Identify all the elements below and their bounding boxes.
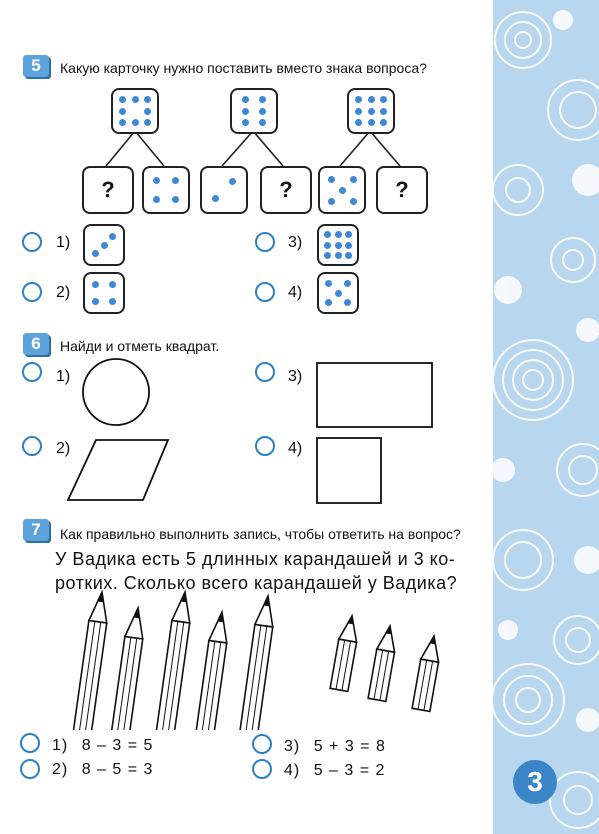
option-label: 4): [288, 440, 303, 457]
long-pencil: [72, 591, 111, 730]
answer-radio-7-2[interactable]: [20, 759, 40, 779]
decorative-sidebar: [493, 0, 599, 834]
unknown-card: ?: [82, 166, 134, 214]
long-pencil: [238, 595, 277, 730]
equation-option: [52, 761, 153, 779]
task-number-badge: 7: [23, 519, 49, 541]
equation: 8 – 5 = 3: [81, 761, 154, 778]
problem-text-line-2: ротких. Сколько всего карандашей у Вадика?: [55, 573, 458, 593]
snowflake-pattern-icon: [493, 0, 599, 834]
task-question: Как правильно выполнить запись, чтобы ответить на вопрос?: [60, 526, 461, 542]
answer-radio-7-4[interactable]: [252, 759, 272, 779]
short-pencil: [412, 634, 443, 711]
option-label: 4): [284, 762, 301, 779]
option-label: 1): [52, 737, 69, 754]
equation-option: [52, 737, 153, 755]
answer-radio-7-1[interactable]: [20, 733, 40, 753]
option-label: 2): [56, 440, 71, 457]
equation-option: [284, 738, 386, 756]
page-number: 3: [513, 760, 557, 804]
short-pencil: [368, 624, 399, 701]
equation: 5 – 3 = 2: [313, 762, 386, 779]
short-pencil: [330, 614, 361, 691]
option-label: 2): [56, 284, 71, 301]
task-question: Найди и отметь квадрат.: [60, 338, 220, 354]
option-label: 3): [288, 234, 303, 251]
answer-radio-7-3[interactable]: [252, 734, 272, 754]
option-label: 1): [56, 368, 71, 385]
problem-text-line-1: У Вадика есть 5 длинных карандашей и 3 ко-: [55, 549, 456, 569]
equation-option: [284, 762, 385, 780]
unknown-card: ?: [376, 166, 428, 214]
option-label: 3): [288, 368, 303, 385]
task-number-badge: 6: [23, 333, 49, 355]
task-question: Какую карточку нужно поставить вместо знака вопроса?: [60, 60, 427, 76]
option-label: 3): [284, 738, 301, 755]
equation: 8 – 3 = 5: [81, 737, 154, 754]
task-number-badge: 5: [23, 55, 49, 77]
unknown-card: ?: [260, 166, 312, 214]
equation: 5 + 3 = 8: [313, 738, 386, 755]
option-label: 2): [52, 761, 69, 778]
long-pencil: [155, 591, 194, 730]
option-label: 1): [56, 234, 71, 251]
long-pencil: [192, 611, 231, 730]
option-label: 4): [288, 284, 303, 301]
long-pencil: [108, 607, 147, 730]
